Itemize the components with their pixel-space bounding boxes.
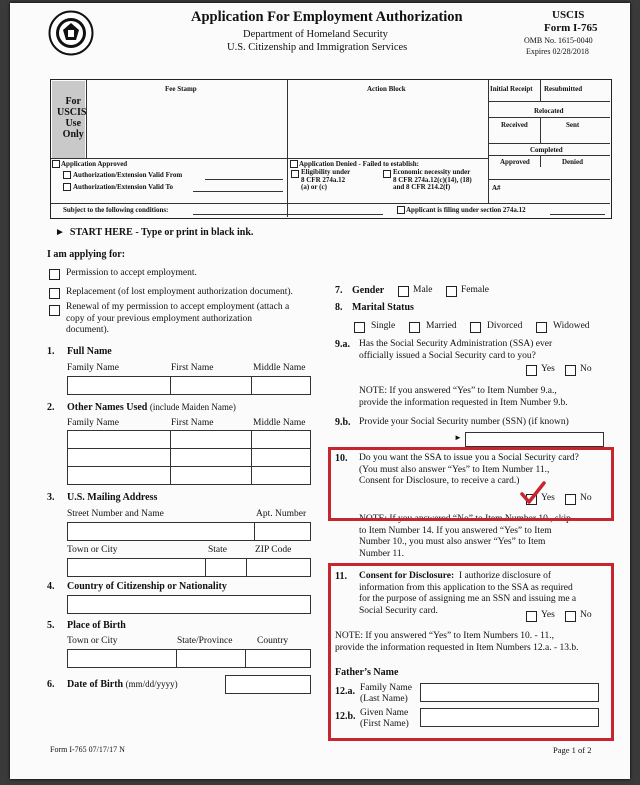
- applicant-filing-label: Applicant is filing under section 274a.12: [406, 206, 526, 214]
- birth-place-label: Place of Birth: [67, 620, 126, 631]
- country-label: Country: [257, 636, 289, 646]
- item-6-number: 6.: [47, 679, 55, 690]
- item-10-number: 10.: [335, 453, 348, 464]
- form-page: [10, 3, 630, 779]
- dhs-seal-icon: [48, 10, 94, 56]
- q9a-no-label: No: [580, 364, 592, 374]
- q9a-text: Has the Social Security Administration (SSA) ever officially issued a Social Security card to you?: [359, 339, 553, 361]
- relocated-label: Relocated: [534, 107, 564, 115]
- highlight-item-11-12: [328, 563, 614, 741]
- q9b-text: Provide your Social Security number (SSN) (if known): [359, 417, 569, 427]
- highlight-item-10: [328, 447, 614, 521]
- other-middle-input-3[interactable]: [251, 466, 311, 485]
- middle-name-label: Middle Name: [253, 363, 306, 373]
- other-first-input-1[interactable]: [170, 430, 252, 449]
- subject-to-label: Subject to the following conditions:: [63, 206, 169, 214]
- other-middle-name-label: Middle Name: [253, 418, 306, 428]
- form-number: Form I-765: [544, 22, 598, 34]
- apt-input[interactable]: [254, 522, 311, 541]
- replacement-label: Replacement (of lost employment authorization document).: [66, 287, 293, 297]
- female-checkbox[interactable]: [446, 286, 457, 297]
- married-checkbox[interactable]: [409, 322, 420, 333]
- replacement-checkbox[interactable]: [49, 288, 60, 299]
- single-checkbox[interactable]: [354, 322, 365, 333]
- resubmitted-label: Resubmitted: [544, 85, 583, 93]
- dept-name: Department of Homeland Security: [243, 29, 388, 40]
- initial-receipt-label: Initial Receipt: [490, 85, 533, 93]
- denied-label: Denied: [562, 158, 583, 166]
- item-1-number: 1.: [47, 346, 55, 357]
- father-given-name-label: Given Name (First Name): [360, 708, 409, 729]
- renewal-label: Renewal of my permission to accept employment (attach a copy of your previous employment authorization document).: [66, 302, 290, 335]
- first-name-input[interactable]: [170, 376, 252, 395]
- widowed-label: Widowed: [553, 321, 590, 331]
- note-11: NOTE: If you answered “Yes” to Item Numbers 10. - 11., provide the information requested in Item Numbers 12.a. - 13.b.: [335, 631, 579, 653]
- a-number-label: A#: [492, 184, 501, 192]
- citizenship-input[interactable]: [67, 595, 311, 614]
- married-label: Married: [426, 321, 457, 331]
- q10-text: Do you want the SSA to issue you a Social Security card? (You must also answer “Yes” to Item Number 11., Consent for Disclosure, to receive a card.): [359, 453, 579, 486]
- q11-yes-label: Yes: [541, 610, 555, 620]
- for-uscis-use-only: For USCIS Use Only: [57, 96, 87, 140]
- footer-page-number: Page 1 of 2: [553, 745, 592, 755]
- note-9: NOTE: If you answered “Yes” to Item Number 9.a., provide the information requested in Item Number 9.b.: [359, 386, 568, 408]
- zip-label: ZIP Code: [255, 545, 292, 555]
- valid-to-label: Authorization/Extension Valid To: [73, 183, 173, 191]
- item-3-number: 3.: [47, 492, 55, 503]
- street-input[interactable]: [67, 522, 255, 541]
- item-12b-number: 12.b.: [335, 711, 356, 722]
- other-family-input-1[interactable]: [67, 430, 171, 449]
- birth-state-input[interactable]: [176, 649, 246, 668]
- renewal-checkbox[interactable]: [49, 305, 60, 316]
- widowed-checkbox[interactable]: [536, 322, 547, 333]
- q9a-yes-checkbox[interactable]: [526, 365, 537, 376]
- item-2-number: 2.: [47, 402, 55, 413]
- q11-no-label: No: [580, 610, 592, 620]
- mailing-address-label: U.S. Mailing Address: [67, 492, 158, 503]
- marital-label: Marital Status: [352, 302, 414, 313]
- other-first-input-3[interactable]: [170, 466, 252, 485]
- valid-from-checkbox[interactable]: [63, 171, 71, 179]
- q10-yes-label: Yes: [541, 493, 555, 503]
- consent-text: Consent for Disclosure: I authorize disclosure of information from this application to the SSA as required for the purpose of assigning me an SSN and issuing me a Social Security card.: [359, 571, 577, 616]
- birth-city-input[interactable]: [67, 649, 177, 668]
- birth-city-label: Town or City: [67, 636, 118, 646]
- other-middle-input-2[interactable]: [251, 448, 311, 467]
- divorced-checkbox[interactable]: [470, 322, 481, 333]
- item-9a-number: 9.a.: [335, 339, 350, 350]
- item-11-number: 11.: [335, 571, 347, 582]
- permission-label: Permission to accept employment.: [66, 268, 197, 278]
- city-label: Town or City: [67, 545, 118, 555]
- item-4-number: 4.: [47, 581, 55, 592]
- dob-label: Date of Birth (mm/dd/yyyy): [67, 679, 178, 690]
- gender-label: Gender: [352, 285, 385, 296]
- eligibility-text: Eligibility under 8 CFR 274a.12 (a) or (c): [301, 168, 351, 191]
- dob-input[interactable]: [225, 675, 311, 694]
- fee-stamp-label: Fee Stamp: [165, 85, 197, 93]
- permission-checkbox[interactable]: [49, 269, 60, 280]
- economic-checkbox[interactable]: [383, 170, 391, 178]
- app-approved-checkbox[interactable]: [52, 160, 60, 168]
- agency-abbrev: USCIS: [552, 9, 585, 21]
- other-family-name-label: Family Name: [67, 418, 119, 428]
- full-name-label: Full Name: [67, 346, 112, 357]
- note-10: NOTE: If you answered “No” to Item Number 10., skip to Item Number 14. If you answered “Yes” to Item Number 10., you must also answer “Yes” to Item Number 11.: [359, 514, 571, 559]
- other-first-input-2[interactable]: [170, 448, 252, 467]
- city-input[interactable]: [67, 558, 206, 577]
- omb-number: OMB No. 1615-0040: [524, 36, 593, 45]
- item-12a-number: 12.a.: [335, 686, 355, 697]
- applying-for-heading: I am applying for:: [47, 249, 126, 260]
- other-names-label: Other Names Used (include Maiden Name): [67, 402, 236, 413]
- sent-label: Sent: [566, 121, 580, 129]
- form-title: Application For Employment Authorization: [191, 9, 463, 25]
- eligibility-checkbox[interactable]: [291, 170, 299, 178]
- valid-from-label: Authorization/Extension Valid From: [73, 171, 183, 179]
- apt-label: Apt. Number: [256, 509, 307, 519]
- state-province-label: State/Province: [177, 636, 233, 646]
- middle-name-input[interactable]: [251, 376, 311, 395]
- state-input[interactable]: [205, 558, 247, 577]
- item-7-number: 7.: [335, 285, 343, 296]
- start-here: ► START HERE - Type or print in black ink.: [55, 227, 254, 238]
- ssn-arrow-icon: ►: [454, 433, 462, 442]
- ssn-input[interactable]: [465, 432, 604, 447]
- agency-name: U.S. Citizenship and Immigration Services: [227, 42, 408, 53]
- other-middle-input-1[interactable]: [251, 430, 311, 449]
- state-label: State: [208, 545, 227, 555]
- footer-form-id: Form I-765 07/17/17 N: [50, 745, 125, 754]
- male-checkbox[interactable]: [398, 286, 409, 297]
- divorced-label: Divorced: [487, 321, 523, 331]
- item-9b-number: 9.b.: [335, 417, 351, 428]
- expiration-date: Expires 02/28/2018: [526, 47, 589, 56]
- economic-text: Economic necessity under 8 CFR 274a.12(c)(14), (18) and 8 CFR 214.2(f): [393, 168, 472, 191]
- family-name-input[interactable]: [67, 376, 171, 395]
- app-approved-label: Application Approved: [61, 160, 128, 168]
- other-family-input-3[interactable]: [67, 466, 171, 485]
- male-label: Male: [413, 285, 433, 295]
- single-label: Single: [371, 321, 396, 331]
- item-8-number: 8.: [335, 302, 343, 313]
- approved-label: Approved: [500, 158, 530, 166]
- fathers-name-heading: Father’s Name: [335, 667, 399, 678]
- q9a-yes-label: Yes: [541, 364, 555, 374]
- app-denied-checkbox[interactable]: [290, 160, 298, 168]
- birth-country-input[interactable]: [245, 649, 311, 668]
- arrow-right-icon: ►: [55, 227, 65, 238]
- other-family-input-2[interactable]: [67, 448, 171, 467]
- first-name-label: First Name: [171, 363, 214, 373]
- q9a-no-checkbox[interactable]: [565, 365, 576, 376]
- father-family-name-label: Family Name (Last Name): [360, 683, 412, 704]
- other-first-name-label: First Name: [171, 418, 214, 428]
- action-block-label: Action Block: [367, 85, 406, 93]
- street-label: Street Number and Name: [67, 509, 164, 519]
- office-use-block: [50, 79, 612, 219]
- citizenship-label: Country of Citizenship or Nationality: [67, 581, 227, 592]
- item-5-number: 5.: [47, 620, 55, 631]
- applicant-filing-checkbox[interactable]: [397, 206, 405, 214]
- female-label: Female: [461, 285, 489, 295]
- received-label: Received: [501, 121, 528, 129]
- zip-input[interactable]: [246, 558, 311, 577]
- completed-label: Completed: [530, 146, 563, 154]
- app-denied-label: Application Denied - Failed to establish:: [299, 160, 419, 168]
- q10-no-label: No: [580, 493, 592, 503]
- valid-to-checkbox[interactable]: [63, 183, 71, 191]
- family-name-label: Family Name: [67, 363, 119, 373]
